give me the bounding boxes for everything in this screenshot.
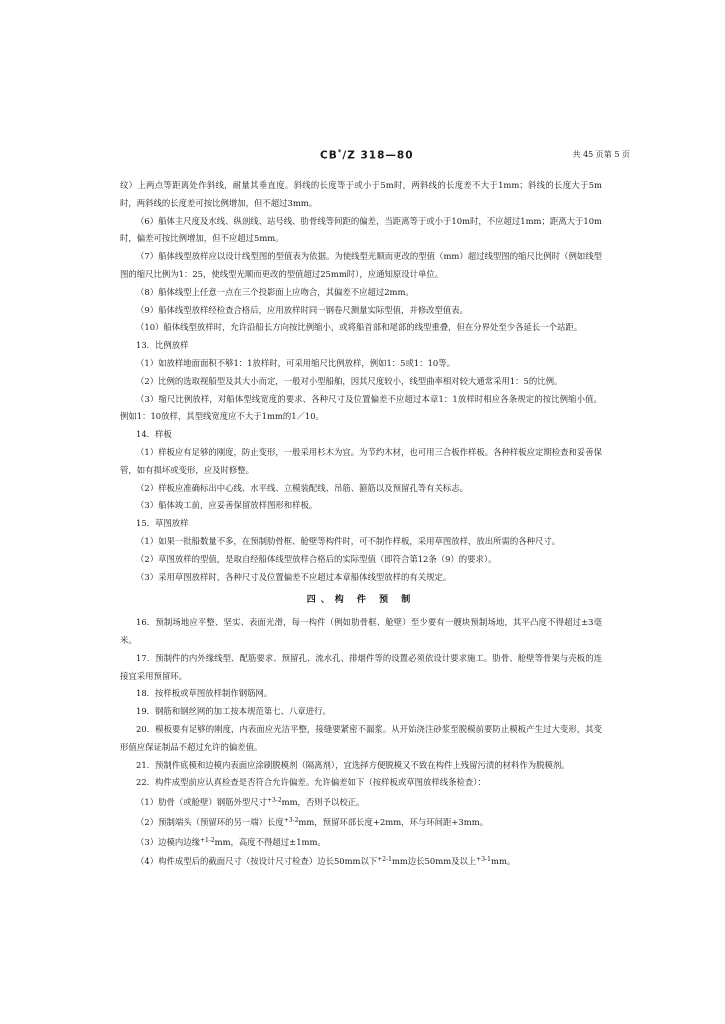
paragraph: 17．预制件的内外缘线型、配筋要求、预留孔、流水孔、排烟件等的设置必须依设计要求施工。肋骨、舱壁等骨架与壳板的连接宜采用预留环。 — [120, 652, 602, 681]
paragraph: （1）如放样地面面积不够1：1放样时，可采用缩尺比例放样，例如1：5或1：10等。 — [136, 357, 455, 368]
section-title: 四、构 件 预 制 — [306, 595, 416, 606]
paragraph: （3）采用草图放样时，各种尺寸及位置偏差不应超过本章船体线型放样的有关规定。 — [136, 571, 452, 582]
paragraph: （10）船体线型放样时，允许沿船长方向按比例缩小，或将船首部和尾部的线型重叠，但在分界处至少各延长一个站距。 — [136, 322, 583, 333]
paragraph: （9）船体线型放样经检查合格后，应用放样时同一钢卷尺测量实际型值，并修改型值表。 — [136, 304, 468, 315]
tolerance-lower: -2 — [208, 836, 215, 844]
tolerance-lower: -1 — [485, 856, 491, 864]
paragraph: 21．预制件底模和边模内表面应涂刷脱模剂（隔离剂），宜选择方便脱模又不致在构件上残留污渍的材料作为脱模剂。 — [136, 759, 570, 770]
paragraph: 18．按样板或草图放样制作钢筋网。 — [136, 688, 273, 699]
paragraph: 20．模板要有足够的刚度，内表面应光洁平整，接缝要紧密不漏浆。从开始浇注砂浆至脱模前要防止模板产生过大变形，其变形值应保证制品不超过允许的偏差值。 — [120, 723, 602, 752]
paragraph: （2）样板应准确标出中心线、水平线、立模装配线、吊筋、箍筋以及预留孔等有关标志。 — [136, 482, 468, 493]
tolerance-lower: -1 — [386, 856, 392, 864]
tolerance-lower: -2 — [275, 797, 282, 805]
paragraph: （6）船体主尺度及水线、纵剖线、站号线、肋骨线等间距的偏差，当距离等于或小于10m时，不应超过1mm；距离大于10m时，偏差可按比例增加，但不应超过5mm。 — [120, 215, 602, 244]
tolerance-lower: -2 — [292, 816, 299, 824]
tolerance-upper: +3 — [266, 797, 276, 805]
tolerance-upper: +3 — [283, 816, 293, 824]
tolerance-item: （3）边模内边缘$^{+1-2}$mm，高度不得超过±1mm。 — [136, 836, 326, 847]
paragraph: （1）如果一批船数量不多，在预制肋骨框、舱壁等构件时，可不制作样板，采用草图放样，放出所需的各种尺寸。 — [136, 535, 561, 546]
clause-heading: 15．草图放样 — [136, 518, 189, 529]
paragraph: 22．构件成型前应认真检查是否符合允许偏差。允许偏差如下（按样板或草图放样线条检查）： — [136, 777, 486, 788]
page-number: 共 45 页第 5 页 — [572, 150, 630, 159]
clause-heading: 13．比例放样 — [136, 340, 189, 351]
clause-heading: 14．样板 — [136, 429, 172, 440]
document-body — [120, 177, 602, 871]
paragraph: 19．钢筋和钢丝网的加工按本规范第七、八章进行。 — [136, 706, 331, 717]
tolerance-upper: +3 — [476, 856, 486, 864]
tolerance-item: （4）构件成型后的截面尺寸（按设计尺寸检查）边长50mm以下$^{+2-1}$mm边长50mm及以上$^{+3-1}$mm。 — [136, 856, 516, 867]
tolerance-upper: +2 — [377, 856, 387, 864]
document-code: CB*/Z 318—80 — [320, 148, 414, 162]
paragraph: （7）船体线型放样应以设计线型图的型值表为依据。为使线型光顺而更改的型值（mm）超过线型图的缩尺比例时（例如线型图的缩尺比例为1：25，使线型光顺而更改的型值超过25mm时），应通知原设计单位。 — [120, 251, 602, 279]
tolerance-upper: +1 — [199, 836, 209, 844]
tolerance-item: （2）预制端头（预留环的另一端）长度$^{+3-2}$mm，预留环部长度+2mm，环与环间距+3mm。 — [136, 816, 489, 827]
paragraph: 纹）上两点等距离处作斜线，耐量其垂直度。斜线的长度等于或小于5m时，两斜线的长度差不大于1mm；斜线的长度大于5m时，两斜线的长度差可按比例增加，但不超过3mm。 — [120, 180, 602, 208]
paragraph: （3）缩尺比例放样，对船体型线宽度的要求、各种尺寸及位置偏差不应超过本章1：1放样时相应各条规定的按比例缩小值。例如1：10放样，其型线宽度应不大于1mm的1／10。 — [120, 393, 602, 422]
tolerance-item: （1）肋骨（或舱壁）钢筋外型尺寸$^{+3-2}$mm，否则予以校正。 — [136, 797, 365, 808]
paragraph: 16．预制场地应平整、坚实、表面光滑，每一构件（例如肋骨框、舱壁）至少要有一艘块预制场地，其平凸度不得超过±3毫米。 — [120, 617, 602, 645]
paragraph: （8）船体线型上任意一点在三个投影面上应吻合，其偏差不应超过2mm。 — [136, 286, 414, 297]
paragraph: （2）草图放样的型值，是取自经船体线型放样合格后的实际型值（即符合第12条（9）的要求）。 — [136, 553, 497, 564]
paragraph: （3）船体竣工前，应妥善保留放样图形和样板。 — [136, 500, 318, 511]
paragraph: （1）样板应有足够的刚度，防止变形，一般采用杉木为宜。为节约木材，也可用三合板作样板。各种样板应定期检查和妥善保管，如有损坏或变形，应及时修整。 — [120, 446, 602, 475]
page-header — [110, 148, 630, 164]
paragraph: （2）比例的选取视船型及其大小而定，一般对小型船舶，因其尺度较小，线型曲率相对较大通常采用1：5的比例。 — [136, 375, 563, 386]
